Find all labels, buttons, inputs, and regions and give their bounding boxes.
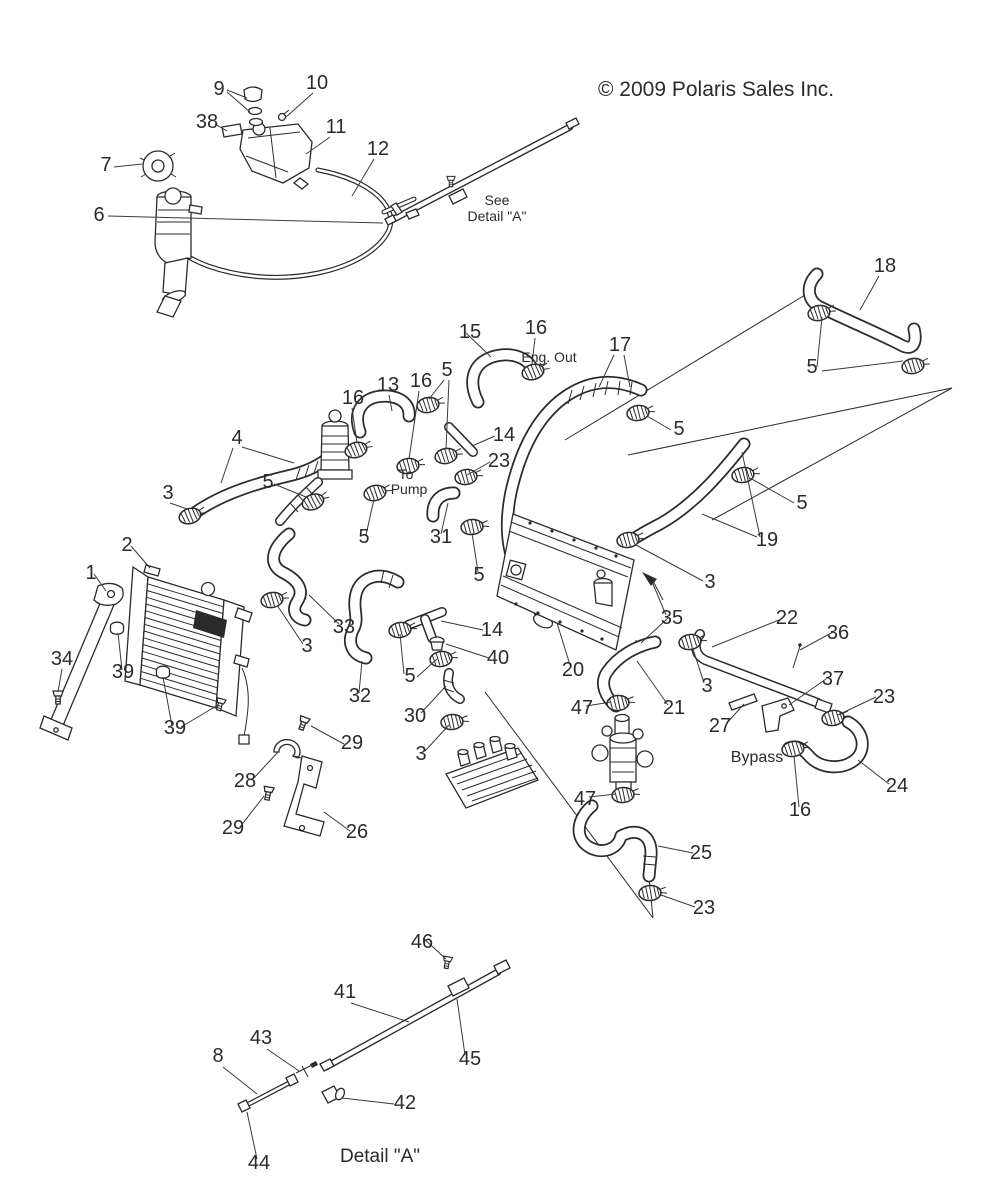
strap — [729, 694, 757, 710]
callout-22: 22 — [775, 607, 799, 629]
callout-3-b: 3 — [704, 571, 716, 593]
callout-29-b: 29 — [221, 817, 245, 839]
copyright: © 2009 Polaris Sales Inc. — [598, 78, 835, 101]
callout-10: 10 — [305, 72, 329, 94]
annotation-detail-a-caption: Detail "A" — [339, 1146, 421, 1167]
annotation-detail-a-ref: Detail "A" — [467, 208, 527, 224]
callout-18: 18 — [873, 255, 897, 277]
callout-5-f: 5 — [358, 526, 370, 548]
decal — [222, 124, 242, 137]
callout-19: 19 — [755, 529, 779, 551]
callout-5-e: 5 — [796, 492, 808, 514]
callout-39-b: 39 — [163, 717, 187, 739]
callout-6: 6 — [93, 204, 105, 226]
callout-5-c: 5 — [673, 418, 685, 440]
callout-14-b: 14 — [480, 619, 504, 641]
callout-9: 9 — [213, 78, 225, 100]
callout-3-d: 3 — [701, 675, 713, 697]
callout-16-c: 16 — [341, 387, 365, 409]
callout-23-a: 23 — [487, 450, 511, 472]
engine-inlet-group — [497, 274, 931, 650]
callout-1: 1 — [85, 562, 97, 584]
callout-36: 36 — [826, 622, 850, 644]
callout-16-b: 16 — [409, 370, 433, 392]
callout-30: 30 — [403, 705, 427, 727]
rubber-clamp — [274, 740, 300, 758]
callout-5-g: 5 — [473, 564, 485, 586]
callout-46: 46 — [410, 931, 434, 953]
callout-27: 27 — [708, 715, 732, 737]
callout-5-b: 5 — [441, 359, 453, 381]
annotation-bypass: Bypass — [730, 749, 784, 766]
callout-23-c: 23 — [692, 897, 716, 919]
annotation-pump: Pump — [390, 481, 428, 497]
callout-17: 17 — [608, 334, 632, 356]
tee-fitting — [408, 612, 442, 638]
callout-3-c: 3 — [301, 635, 313, 657]
callout-43: 43 — [249, 1027, 273, 1049]
annotation-to: To — [398, 466, 414, 482]
callout-35: 35 — [660, 607, 684, 629]
coolant-reservoir-group — [140, 87, 391, 317]
callout-23-b: 23 — [872, 686, 896, 708]
callout-8: 8 — [212, 1045, 224, 1067]
callout-4: 4 — [231, 427, 243, 449]
callout-39-a: 39 — [111, 661, 135, 683]
callout-15: 15 — [458, 321, 482, 343]
callout-26: 26 — [345, 821, 369, 843]
callout-31: 31 — [429, 526, 453, 548]
callout-40: 40 — [486, 647, 510, 669]
callout-45: 45 — [458, 1048, 482, 1070]
callout-3-e: 3 — [415, 743, 427, 765]
callout-33: 33 — [332, 616, 356, 638]
callout-47-b: 47 — [573, 788, 597, 810]
callout-2: 2 — [121, 534, 133, 556]
callout-32: 32 — [348, 685, 372, 707]
bypass-valve — [592, 715, 653, 799]
mount-bracket — [284, 756, 324, 836]
callout-12: 12 — [366, 138, 390, 160]
callout-29-a: 29 — [340, 732, 364, 754]
callout-13: 13 — [376, 374, 400, 396]
callout-5-d: 5 — [262, 471, 274, 493]
bottle-cap — [244, 87, 262, 102]
detail-a-group — [238, 956, 510, 1112]
callout-16-d: 16 — [788, 799, 812, 821]
callout-28: 28 — [233, 770, 257, 792]
callout-5-h: 5 — [404, 665, 416, 687]
callout-21: 21 — [662, 697, 686, 719]
callout-14-a: 14 — [492, 424, 516, 446]
callout-44: 44 — [247, 1152, 271, 1174]
callout-20: 20 — [561, 659, 585, 681]
callout-11: 11 — [325, 116, 347, 138]
callout-16-engout: 16 — [524, 317, 548, 339]
callout-41: 41 — [333, 981, 357, 1003]
callout-5-topright: 5 — [806, 356, 818, 378]
engine-shroud — [497, 514, 634, 650]
radiator-filler — [202, 583, 215, 596]
callout-42: 42 — [393, 1092, 417, 1114]
callout-3-a: 3 — [162, 482, 174, 504]
right-group — [678, 632, 862, 767]
oil-cooler — [446, 737, 538, 809]
callout-34: 34 — [50, 648, 74, 670]
annotation-eng-out: Eng. Out — [521, 349, 577, 365]
callout-25: 25 — [689, 842, 713, 864]
callout-47-a: 47 — [570, 697, 594, 719]
surge-tank — [155, 188, 202, 317]
callout-37: 37 — [821, 668, 845, 690]
callout-7: 7 — [100, 154, 112, 176]
callout-24: 24 — [885, 775, 909, 797]
callout-38: 38 — [195, 111, 219, 133]
pipe-bracket — [762, 698, 794, 732]
annotation-see: See — [484, 192, 510, 208]
